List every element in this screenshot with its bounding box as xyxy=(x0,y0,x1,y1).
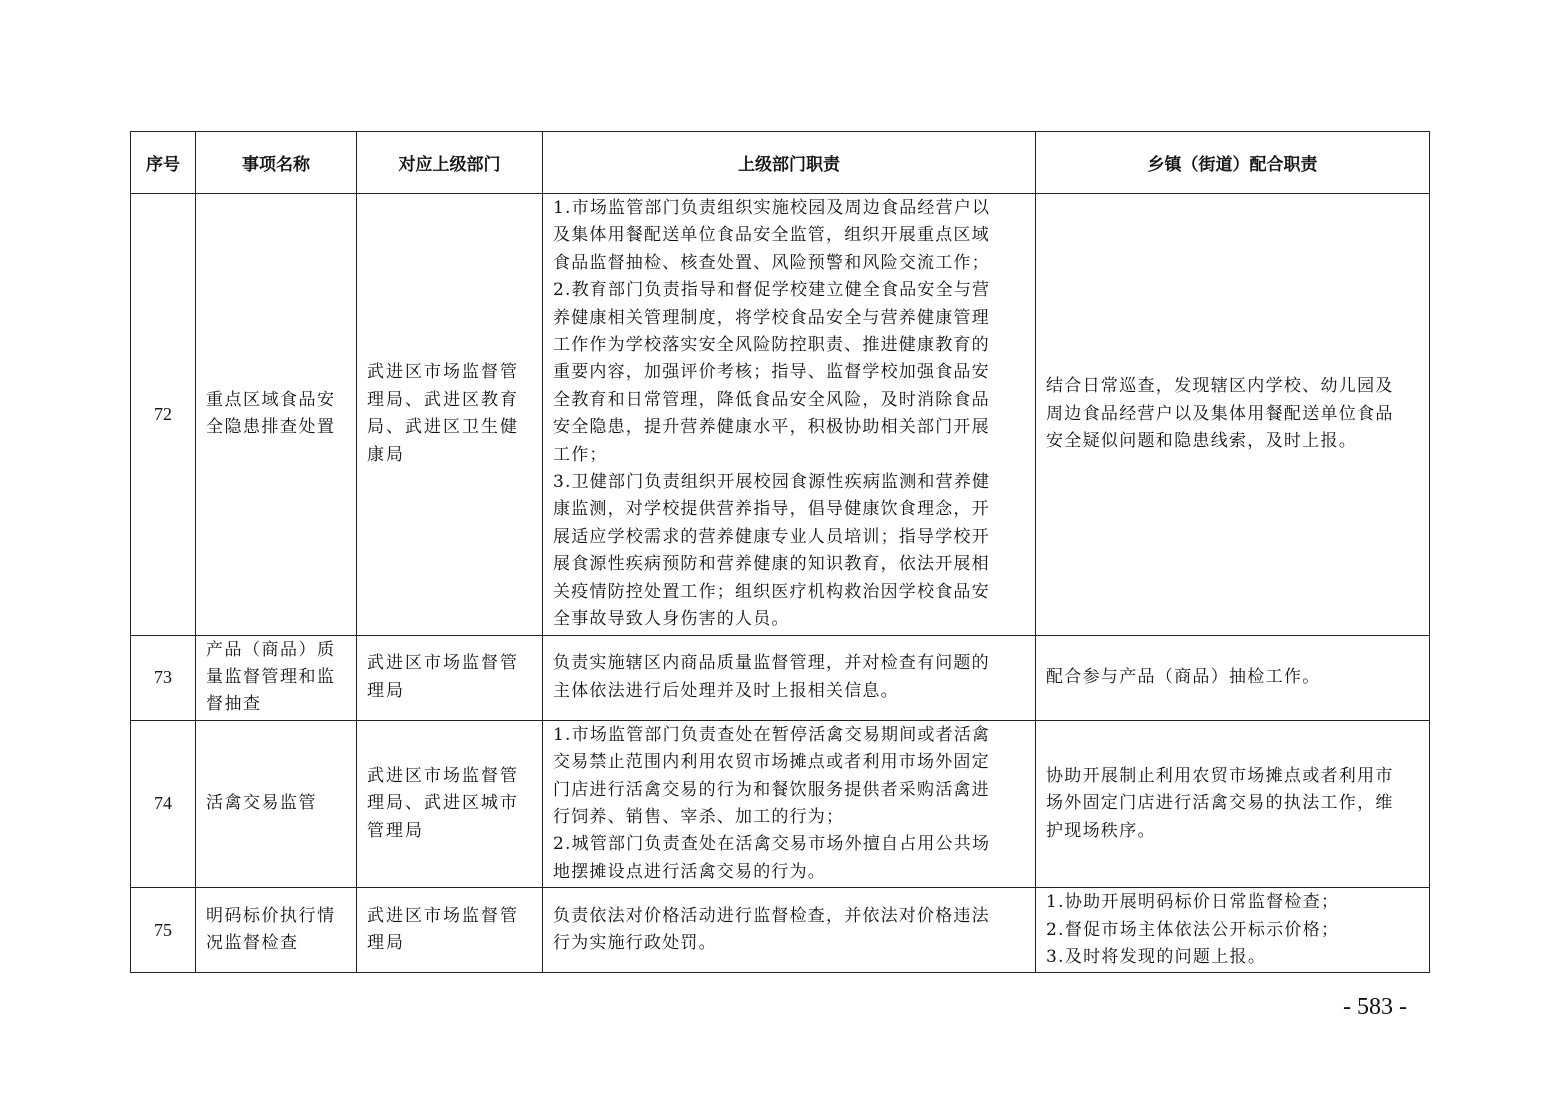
text-line: 武进区市场监督管 xyxy=(367,362,519,383)
text-line: 产品（商品）质 xyxy=(206,639,336,660)
cell-department xyxy=(357,635,543,720)
text-line: 周边食品经营户以及集体用餐配送单位食品 xyxy=(1046,403,1394,424)
text-line: 量监督管理和监 xyxy=(206,666,336,687)
text-line: 全事故导致人身伤害的人员。 xyxy=(553,609,790,630)
text-line: 局、武进区卫生健 xyxy=(367,417,519,438)
text-line: 安全隐患，提升营养健康水平，积极协助相关部门开展 xyxy=(553,417,990,438)
text-line: 2.城管部门负责查处在活禽交易市场外擅自占用公共场 xyxy=(553,834,991,855)
cell-superior-duty xyxy=(543,720,1036,887)
text-line: 3.及时将发现的问题上报。 xyxy=(1046,946,1267,967)
cell-seq: 72 xyxy=(131,194,196,636)
table-row xyxy=(131,194,1430,636)
text-line: 主体依法进行后处理并及时上报相关信息。 xyxy=(553,680,899,701)
cell-town-duty xyxy=(1036,888,1430,973)
text-line: 护现场秩序。 xyxy=(1046,820,1156,841)
text-line: 理局、武进区教育 xyxy=(367,389,519,410)
cell-seq: 73 xyxy=(131,635,196,720)
text-line: 场外固定门店进行活禽交易的执法工作，维 xyxy=(1046,793,1394,814)
text-line: 配合参与产品（商品）抽检工作。 xyxy=(1046,666,1321,687)
text-line: 活禽交易监管 xyxy=(206,793,317,814)
table-row xyxy=(131,635,1430,720)
cell-item-name xyxy=(196,720,357,887)
text-line: 行饲养、销售、宰杀、加工的行为； xyxy=(553,806,845,827)
text-line: 况监督检查 xyxy=(206,933,299,954)
header-item-name: 事项名称 xyxy=(196,132,357,194)
cell-department xyxy=(357,194,543,636)
text-line: 展食源性疾病预防和营养健康的知识教育，依法开展相 xyxy=(553,554,990,575)
text-line: 明码标价执行情 xyxy=(206,905,336,926)
text-line: 督抽查 xyxy=(206,694,262,715)
text-line: 地摆摊设点进行活禽交易的行为。 xyxy=(553,861,826,882)
text-line: 2.教育部门负责指导和督促学校建立健全食品安全与营 xyxy=(553,280,991,301)
cell-item-name xyxy=(196,888,357,973)
text-line: 展适应学校需求的营养健康专业人员培训；指导学校开 xyxy=(553,526,990,547)
text-line: 食品监督抽检、核查处置、风险预警和风险交流工作； xyxy=(553,252,990,273)
cell-department xyxy=(357,888,543,973)
text-line: 门店进行活禽交易的行为和餐饮服务提供者采购活禽进 xyxy=(553,779,990,800)
cell-seq: 74 xyxy=(131,720,196,887)
text-line: 行为实施行政处罚。 xyxy=(553,933,717,954)
header-department: 对应上级部门 xyxy=(357,132,543,194)
cell-superior-duty xyxy=(543,194,1036,636)
text-line: 养健康相关管理制度，将学校食品安全与营养健康管理 xyxy=(553,307,990,328)
text-line: 1.市场监管部门负责组织实施校园及周边食品经营户以 xyxy=(553,198,991,218)
cell-superior-duty xyxy=(543,888,1036,973)
text-line: 负责依法对价格活动进行监督检查，并依法对价格违法 xyxy=(553,905,990,926)
table-row xyxy=(131,720,1430,887)
table-row xyxy=(131,888,1430,973)
responsibility-table xyxy=(130,131,1430,973)
text-line: 协助开展制止利用农贸市场摊点或者利用市 xyxy=(1046,765,1394,786)
text-line: 结合日常巡查，发现辖区内学校、幼儿园及 xyxy=(1046,376,1394,397)
text-line: 理局 xyxy=(367,933,405,954)
text-line: 理局 xyxy=(367,680,405,701)
text-line: 3.卫健部门负责组织开展校园食源性疾病监测和营养健 xyxy=(553,472,991,493)
text-line: 关疫情防控处置工作；组织医疗机构救治因学校食品安 xyxy=(553,581,990,602)
text-line: 管理局 xyxy=(367,820,424,841)
text-line: 及集体用餐配送单位食品安全监管，组织开展重点区域 xyxy=(553,225,990,246)
cell-department xyxy=(357,720,543,887)
cell-superior-duty xyxy=(543,635,1036,720)
cell-town-duty xyxy=(1036,635,1430,720)
text-line: 重点区域食品安 xyxy=(206,389,336,410)
table-header-row xyxy=(131,132,1430,194)
text-line: 武进区市场监督管 xyxy=(367,765,519,786)
cell-town-duty xyxy=(1036,720,1430,887)
page-number: - 583 - xyxy=(1343,994,1407,1020)
text-line: 交易禁止范围内利用农贸市场摊点或者利用市场外固定 xyxy=(553,752,990,773)
text-line: 工作作为学校落实安全风险防控职责、推进健康教育的 xyxy=(553,335,990,356)
text-line: 重要内容，加强评价考核；指导、监督学校加强食品安 xyxy=(553,362,990,383)
text-line: 1.市场监管部门负责查处在暂停活禽交易期间或者活禽 xyxy=(553,724,991,745)
text-line: 康监测，对学校提供营养指导，倡导健康饮食理念，开 xyxy=(553,499,990,520)
text-line: 武进区市场监督管 xyxy=(367,905,519,926)
text-line: 全隐患排查处置 xyxy=(206,417,336,438)
text-line: 武进区市场监督管 xyxy=(367,653,519,674)
text-line: 2.督促市场主体依法公开标示价格； xyxy=(1046,919,1340,940)
cell-item-name xyxy=(196,194,357,636)
cell-town-duty xyxy=(1036,194,1430,636)
text-line: 康局 xyxy=(367,444,405,465)
header-town-duty: 乡镇（街道）配合职责 xyxy=(1036,132,1430,194)
text-line: 负责实施辖区内商品质量监督管理，并对检查有问题的 xyxy=(553,653,990,674)
text-line: 工作； xyxy=(553,444,608,465)
header-superior-duty: 上级部门职责 xyxy=(543,132,1036,194)
text-line: 安全疑似问题和隐患线索，及时上报。 xyxy=(1046,430,1358,451)
table-body xyxy=(131,194,1430,973)
header-seq: 序号 xyxy=(131,132,196,194)
text-line: 全教育和日常管理，降低食品安全风险，及时消除食品 xyxy=(553,389,990,410)
text-line: 理局、武进区城市 xyxy=(367,793,519,814)
cell-item-name xyxy=(196,635,357,720)
text-line: 1.协助开展明码标价日常监督检查； xyxy=(1046,892,1340,913)
cell-seq: 75 xyxy=(131,888,196,973)
